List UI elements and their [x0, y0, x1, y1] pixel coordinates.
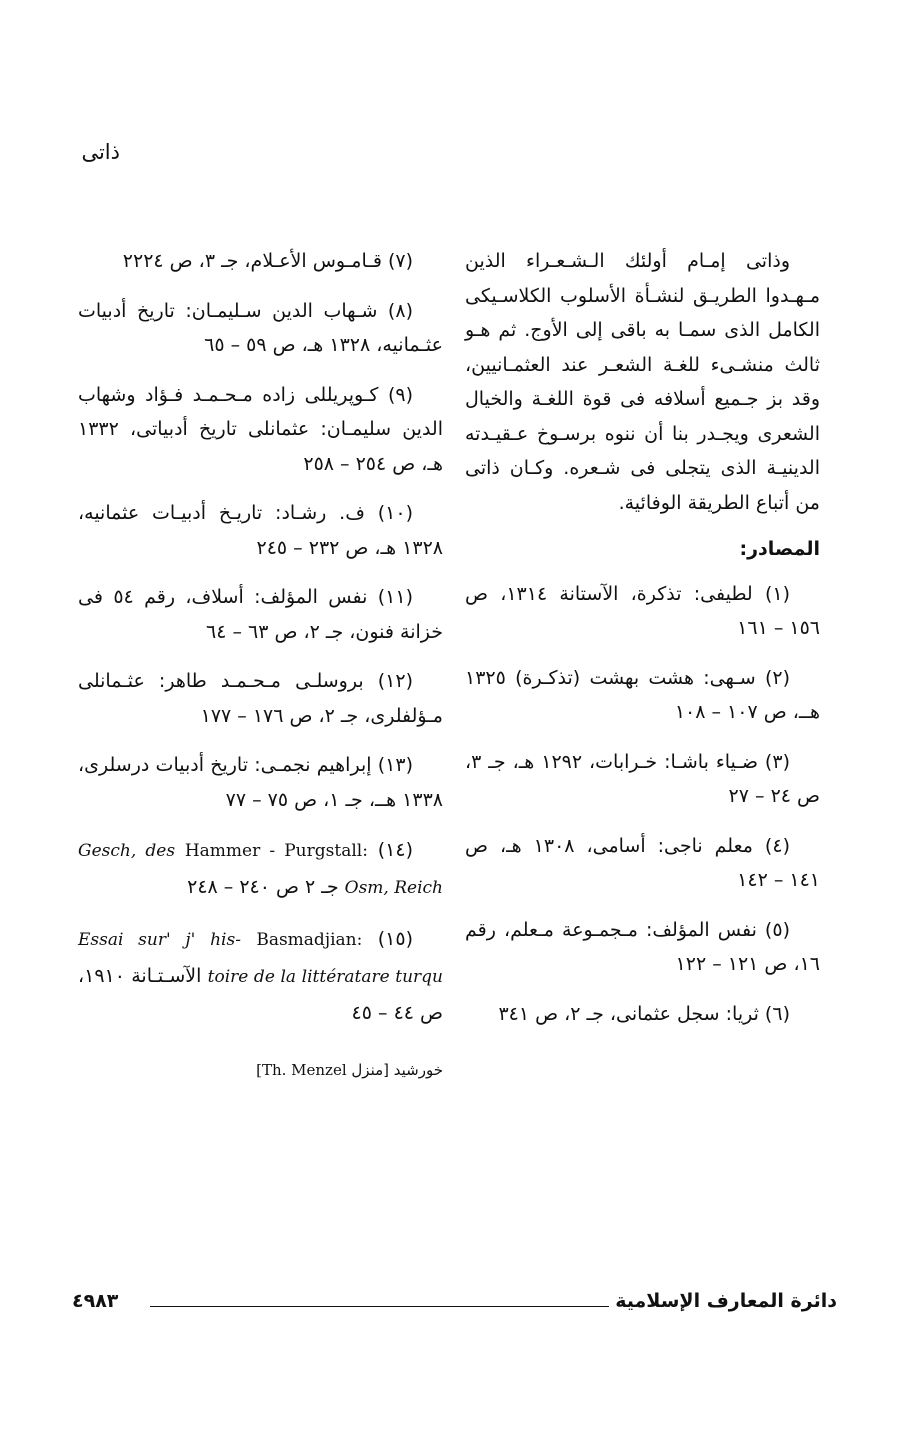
reference-item: (٦) ثريا: سجل عثمانى، جـ ٢، ص ٣٤١ [498, 1002, 790, 1025]
reference-title: Gesch, des [78, 841, 176, 861]
reference-item-15 [78, 921, 443, 1031]
reference-title: Osm, Reich [344, 878, 443, 898]
reference-item: (٢) سـهى: هشت بهشت (تذكـرة) ١٣٢٥ هــ، ص ١٠٧ – ١٠٨ [465, 666, 820, 723]
sources-heading: المصادر: [739, 538, 820, 560]
reference-item: (١٠) ف. رشـاد: تاريـخ أدبيـات عثمانيه، ١٣٢٨ هـ، ص ٢٣٢ – ٢٤٥ [78, 502, 443, 559]
reference-title: toire de la littératare turqu [207, 967, 444, 987]
reference-place: الآسـتـانة [131, 965, 202, 987]
reference-item-14 [78, 832, 443, 906]
reference-item: (١١) نفس المؤلف: أسلاف، رقم ٥٤ فى خزانة فنون، جـ ٢، ص ٦٣ – ٦٤ [78, 586, 443, 643]
reference-item: (٩) كـوپريللى زاده مـحـمـد فـؤاد وشهاب الدين سليمـان: عثمانلى تاريخ أدبياتى، ١٣٣٢ هـ، ص ٢٥٤ – ٢٥٨ [78, 383, 443, 475]
main-paragraph: وذاتى إمـام أولئك الـشـعـراء الذين مـهـدوا الطريـق لنشـأة الأسلوب الكلاسـيكى الكامل الذى سمـا به باقى إلى الأوج. ثم هـو ثالث منشـىء للغـة الشعـر عند العثمـانيين، وقد بز جـميع أسلافه فى قوة اللغـة والخيال الشعرى ويجـدر بنا أن ننوه برسـوخ عـقيـدته الدينيـة الذى يتجلى فى شـعره. وكـان ذاتى من أتباع الطريقة الوفائية. [465, 250, 820, 514]
reference-item: (١٢) بروسلـى مـحـمـد طاهر: عثـمانلى مـؤلفلرى، جـ ٢، ص ١٧٦ – ١٧٧ [78, 670, 443, 727]
author-latin: Th. Menzel] [256, 1061, 347, 1079]
page-number: ٤٩٨٣ [72, 1290, 119, 1312]
reference-number: (١٥) [377, 928, 413, 950]
footer-rule [150, 1306, 609, 1307]
reference-item: (٤) معلم ناجى: أسامى، ١٣٠٨ هـ، ص ١٤١ – ١٤٢ [465, 834, 820, 891]
reference-pages: ١٩١٠، ص ٤٤ – ٤٥ [78, 965, 443, 1024]
author-name: خورشيد [منزل [351, 1061, 443, 1079]
reference-number: (١٤) [377, 839, 413, 861]
reference-item: (١٣) إبراهيم نجمـى: تاريخ أدبيات درسلرى، ١٣٣٨ هــ، جـ ١، ص ٧٥ – ٧٧ [78, 754, 443, 811]
reference-item: (٣) ضـياء باشـا: خـرابات، ١٢٩٢ هـ، جـ ٣، ص ٢٤ – ٢٧ [465, 750, 820, 807]
right-column [465, 244, 820, 1046]
reference-item: (٥) نفس المؤلف: مـجمـوعة مـعلم، رقم ١٦، ص ١٢١ – ١٢٢ [465, 918, 820, 975]
reference-author: Hammer - Purgstall: [184, 841, 368, 861]
page-footer [72, 1290, 837, 1320]
reference-author: Basmadjian: [256, 930, 363, 950]
article-author [78, 1053, 443, 1088]
reference-item: (١) لطيفى: تذكرة، الآستانة ١٣١٤، ص ١٥٦ – ١٦١ [465, 582, 820, 639]
left-column [78, 244, 443, 1103]
reference-item: (٨) شـهاب الدين سـليمـان: تاريخ أدبيات عثـمانيه، ١٣٢٨ هـ، ص ٥٩ – ٦٥ [78, 299, 443, 356]
reference-pages: جـ ٢ ص ٢٤٠ – ٢٤٨ [187, 876, 339, 898]
reference-item: (٧) قـامـوس الأعـلام، جـ ٣، ص ٢٢٢٤ [122, 250, 413, 272]
running-head: ذاتى [81, 140, 120, 164]
footer-title: دائرة المعارف الإسلامية [615, 1290, 837, 1312]
reference-title: Essai sur' j' his- [78, 930, 241, 950]
